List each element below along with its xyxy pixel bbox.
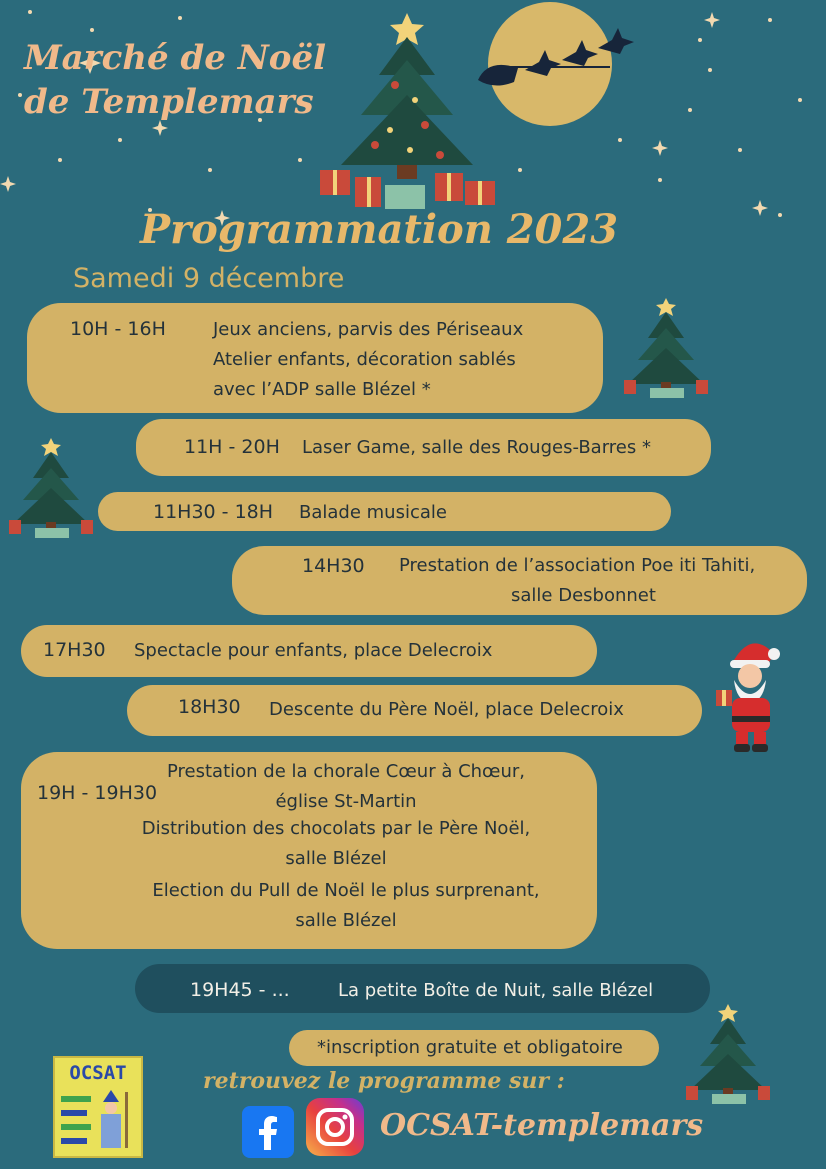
event-time: 14H30 — [302, 555, 365, 577]
event-detail: salle Blézel — [295, 910, 397, 931]
event-detail: Balade musicale — [299, 502, 447, 523]
event-row — [21, 752, 597, 949]
event-row — [127, 685, 702, 736]
event-detail: avec l’ADP salle Blézel * — [213, 379, 431, 400]
ocsat-logo — [53, 1056, 143, 1158]
christmas-tree-icon — [5, 436, 97, 541]
instagram-glyph — [306, 1098, 364, 1156]
facebook-glyph — [242, 1106, 294, 1158]
event-time: 17H30 — [43, 639, 106, 661]
event-time: 11H - 20H — [184, 436, 280, 458]
event-detail: Spectacle pour enfants, place Delecroix — [134, 640, 493, 661]
event-row — [21, 625, 597, 677]
retrouvez-text: retrouvez le programme sur : — [203, 1068, 565, 1094]
event-detail: Prestation de la chorale Cœur à Chœur, — [167, 761, 525, 782]
footnote: *inscription gratuite et obligatoire — [317, 1037, 623, 1058]
event-detail: Descente du Père Noël, place Delecroix — [269, 699, 624, 720]
event-detail: Atelier enfants, décoration sablés — [213, 349, 516, 370]
moon-sleigh-icon — [470, 0, 640, 135]
event-time: 18H30 — [178, 696, 241, 718]
event-detail: église St-Martin — [275, 791, 417, 812]
day-label: Samedi 9 décembre — [73, 263, 345, 294]
instagram-icon[interactable] — [306, 1098, 364, 1156]
christmas-tree-icon — [620, 296, 712, 401]
bishop-figure-icon — [61, 1088, 135, 1150]
event-row — [136, 419, 711, 476]
event-row — [135, 964, 710, 1013]
event-detail: Jeux anciens, parvis des Périseaux — [213, 319, 524, 340]
event-detail: La petite Boîte de Nuit, salle Blézel — [338, 980, 654, 1001]
event-row — [27, 303, 603, 413]
event-detail: Prestation de l’association Poe iti Tahiti, — [399, 555, 756, 576]
event-time: 10H - 16H — [70, 318, 166, 340]
event-row — [232, 546, 807, 615]
event-time: 11H30 - 18H — [153, 501, 274, 523]
title-line2: de Templemars — [24, 82, 314, 122]
logo-text: OCSAT — [69, 1062, 127, 1084]
title-line1: Marché de Noël — [24, 38, 327, 78]
event-time: 19H - 19H30 — [37, 782, 158, 804]
christmas-tree-icon — [682, 1002, 774, 1107]
event-detail: salle Blézel — [285, 848, 387, 869]
event-time: 19H45 - ... — [190, 979, 290, 1001]
santa-icon — [712, 632, 794, 756]
event-row — [98, 492, 671, 531]
event-detail: Laser Game, salle des Rouges-Barres * — [302, 437, 651, 458]
social-handle[interactable]: OCSAT-templemars — [380, 1108, 704, 1143]
event-detail: Election du Pull de Noël le plus surprenant, — [152, 880, 540, 901]
page-heading: Programmation 2023 — [140, 206, 619, 253]
event-detail: Distribution des chocolats par le Père Noël, — [141, 818, 531, 839]
facebook-icon[interactable] — [242, 1106, 294, 1158]
footnote-badge — [289, 1030, 659, 1066]
event-detail: salle Desbonnet — [511, 585, 656, 606]
